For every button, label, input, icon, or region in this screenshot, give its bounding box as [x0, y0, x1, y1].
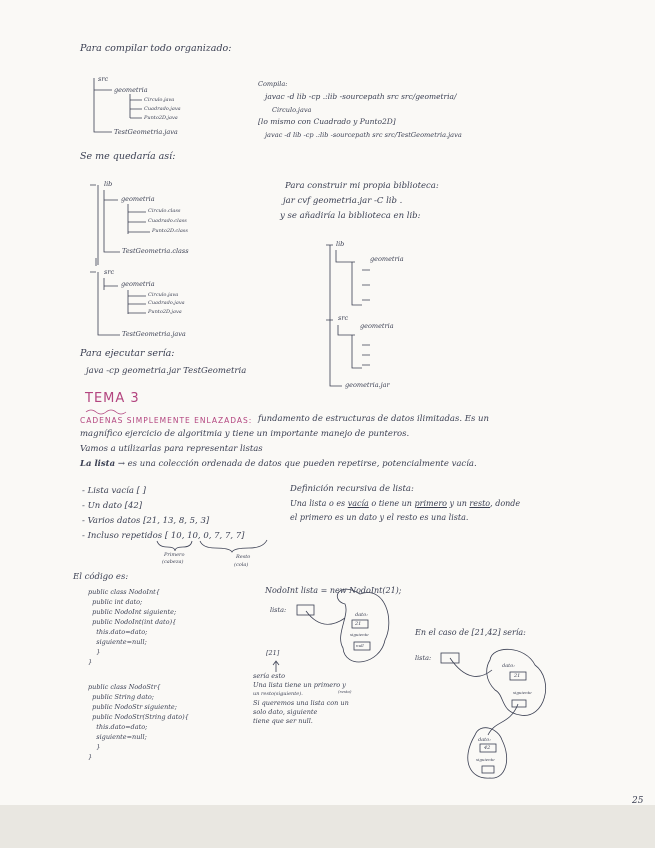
note-line: solo dato, siguiente	[253, 708, 318, 716]
tree-item: Circulo.java	[148, 292, 179, 298]
tree-item: Circulo.class	[148, 208, 181, 214]
text: o tiene un	[368, 499, 415, 508]
tree-item: geometria	[360, 322, 394, 330]
null-label: null	[356, 643, 364, 648]
cabeza-label: (cabeza)	[162, 559, 184, 565]
tree-item: Punto2D.java	[144, 115, 178, 121]
example-item: - Varios datos [21, 13, 8, 5, 3]	[82, 516, 210, 526]
siguiente-label: siguiente	[350, 632, 369, 637]
lista-label: lista:	[270, 606, 287, 614]
text: resto	[469, 499, 491, 508]
compile-line: Circulo.java	[272, 106, 312, 114]
example-item: - Un dato [42]	[82, 501, 143, 511]
tree-item: TestGeometria.class	[122, 247, 189, 255]
tree-item: src	[104, 268, 115, 276]
note-resto: (resto)	[338, 689, 352, 694]
tree-item: Punto2D.class	[152, 228, 188, 234]
code-line: public NodoStr(String dato){	[88, 713, 189, 721]
page-number: 25	[632, 796, 644, 806]
dato-value: 21	[514, 673, 521, 679]
library-line: Para construir mi propia biblioteca:	[285, 181, 439, 191]
note-line: Una lista tiene un primero y	[253, 681, 346, 689]
tree-item: Circulo.java	[144, 97, 175, 103]
code-line: public NodoStr siguiente;	[88, 703, 177, 711]
list-value: [21]	[266, 649, 280, 657]
note-line: un resto(siguiente).	[253, 691, 303, 697]
code-line: this.dato=dato;	[88, 723, 148, 731]
tree-item: src	[338, 314, 349, 322]
code-line: public int dato;	[88, 598, 143, 606]
heading-compile-organized: Para compilar todo organizado:	[80, 43, 232, 54]
code-line: siguiente=null;	[88, 638, 147, 646]
code-line: }	[88, 753, 93, 761]
text: Una lista o es	[290, 499, 348, 508]
library-line: jar cvf geometria.jar -C lib .	[283, 196, 403, 206]
cola-label: (cola)	[234, 562, 249, 568]
code-heading: El código es:	[73, 572, 129, 582]
intro-line: magnífico ejercicio de algoritmia y tiene un importante manejo de punteros.	[80, 429, 410, 439]
tree-item: geometria	[370, 255, 404, 263]
tree-item: Cuadrado.java	[144, 106, 181, 112]
intro-line: fundamento de estructuras de datos ilimitadas. Es un	[258, 414, 489, 424]
seria-esto: sería esto	[253, 672, 286, 680]
example-item: - Incluso repetidos [ 10, 10, 0, 7, 7, 7]	[82, 531, 245, 541]
code-line: }	[88, 648, 101, 656]
lista-label: lista:	[415, 654, 432, 662]
tree-item: geometria	[114, 86, 148, 94]
heading-result: Se me quedaría así:	[80, 151, 176, 162]
definition-title: Definición recursiva de lista:	[290, 484, 414, 494]
run-label: Para ejecutar sería:	[80, 348, 175, 359]
tree-item: geometria	[121, 195, 155, 203]
dato-label: dato:	[478, 737, 491, 743]
tree-item: src	[98, 75, 109, 83]
example-item: - Lista vacía [ ]	[82, 486, 146, 496]
tree-item: geometria	[121, 280, 155, 288]
code-line: this.dato=dato;	[88, 628, 148, 636]
tree-item: lib	[104, 180, 113, 188]
dato-value: 21	[355, 621, 362, 627]
code-line: siguiente=null;	[88, 733, 147, 741]
code-line: public String dato;	[88, 693, 154, 701]
tema-subtitle: CADENAS SIMPLEMENTE ENLAZADAS:	[80, 416, 253, 425]
nodeint-statement: NodoInt lista = new NodoInt(21);	[265, 586, 402, 595]
tree-item: lib	[336, 240, 345, 248]
text: , donde	[490, 499, 521, 508]
dato-label: dato:	[355, 612, 368, 618]
intro-line	[80, 459, 477, 469]
tree-item: Punto2D.java	[148, 309, 182, 315]
code-line: public class NodoInt{	[88, 588, 160, 596]
text: vacía	[347, 499, 369, 508]
dato-value: 42	[484, 745, 491, 751]
siguiente-label: siguiente	[513, 690, 532, 695]
primero-label: Primero	[164, 552, 185, 558]
note-line: tiene que ser null.	[253, 717, 313, 725]
tree-item: geometria.jar	[345, 381, 390, 389]
compile-line: javac -d lib -cp .:lib -sourcepath src src/geometria/	[265, 92, 457, 101]
tree-item: TestGeometria.java	[114, 128, 178, 136]
tree-item: TestGeometria.java	[122, 330, 186, 338]
run-command: java -cp geometria.jar TestGeometria	[86, 366, 247, 376]
dato-label: dato:	[502, 663, 515, 669]
compile-label: Compila:	[258, 80, 288, 88]
code-line: public NodoInt(int dato){	[88, 618, 177, 626]
tree-item: Cuadrado.class	[148, 218, 187, 224]
definition-line	[290, 499, 520, 509]
siguiente-label: siguiente	[476, 757, 495, 762]
code-line: public NodoInt siguiente;	[88, 608, 177, 616]
diagram2-heading: En el caso de [21,42] sería:	[415, 628, 526, 637]
intro-line: Vamos a utilizarlas para representar listas	[80, 444, 263, 454]
resto-label: Resto	[236, 554, 251, 560]
text: primero	[414, 499, 447, 508]
lista-bold: La lista	[80, 459, 116, 469]
compile-line: javac -d lib -cp .:lib -sourcepath src src/TestGeometria.java	[265, 131, 462, 139]
code-line: }	[88, 743, 101, 751]
library-line: y se añadiría la biblioteca en lib:	[280, 211, 421, 221]
compile-line: [lo mismo con Cuadrado y Punto2D]	[258, 117, 396, 126]
tree-item: Cuadrado.java	[148, 300, 185, 306]
definition-line: el primero es un dato y el resto es una lista.	[290, 513, 469, 522]
code-line: }	[88, 658, 93, 666]
code-line: public class NodoStr{	[88, 683, 161, 691]
note-line: Si queremos una lista con un	[253, 699, 349, 707]
tema-title: TEMA 3	[85, 391, 140, 406]
text: y un	[446, 499, 470, 508]
lista-definition: → es una colección ordenada de datos que pueden repetirse, potencialmente vacía.	[117, 459, 477, 469]
